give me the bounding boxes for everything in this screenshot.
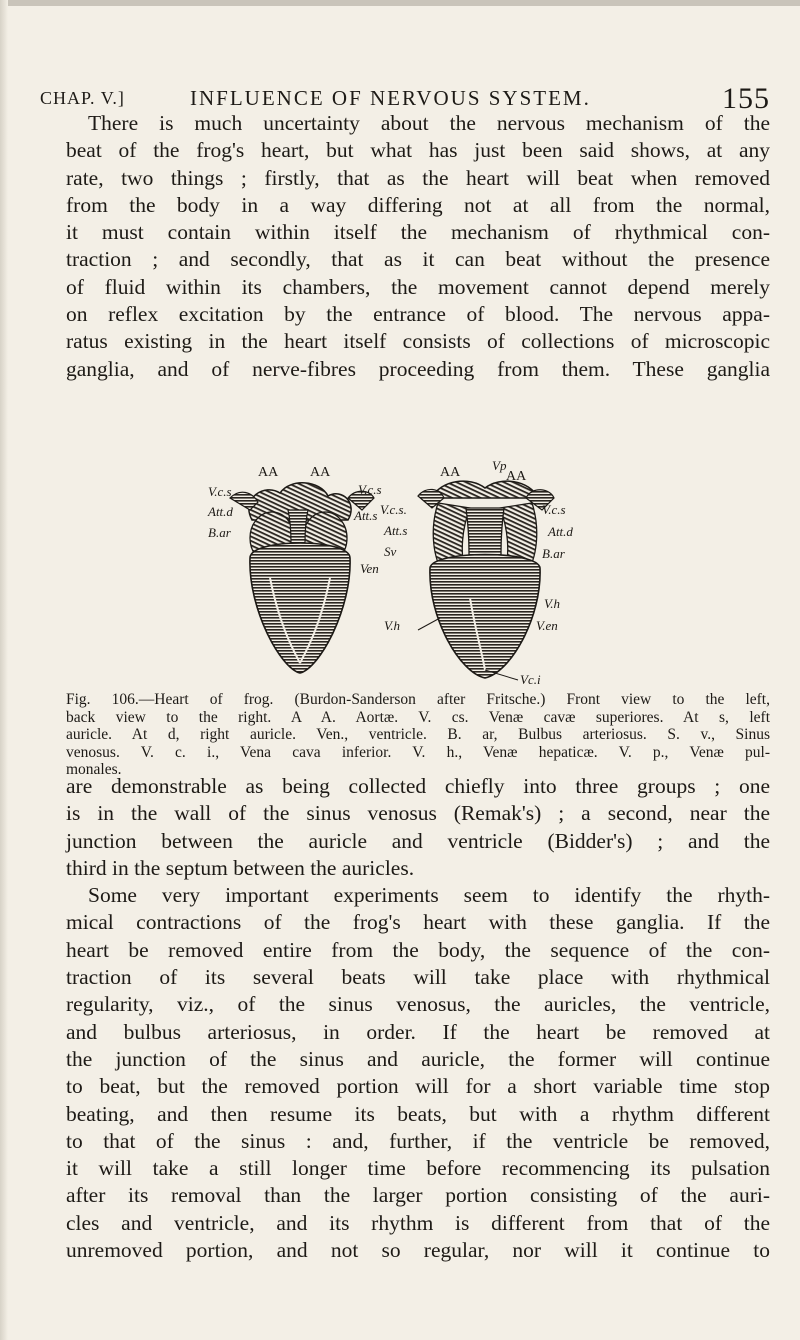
text-line: third in the septum between the auricles. <box>66 855 415 880</box>
caption-line: back view to the right. A A. Aortæ. V. cs. Venæ cavæ superiores. At s, left <box>66 708 770 726</box>
page-binding-edge <box>0 0 8 1340</box>
label-vp: Vp <box>492 458 507 473</box>
text-line: of fluid within its chambers, the movement cannot depend merely <box>66 274 770 299</box>
text-line: unremoved portion, and not so regular, nor will it continue to <box>66 1238 770 1263</box>
text-line: mical contractions of the frog's heart with these ganglia. If the <box>66 910 770 935</box>
label-att-d: Att.d <box>208 504 233 519</box>
caption-line: Fig. 106.—Heart of frog. (Burdon-Sanderson after Fritsche.) Front view to the left, <box>66 691 770 708</box>
label-vcs: V.c.s <box>358 482 382 497</box>
label-vh: V.h <box>384 618 401 633</box>
text-line: junction between the auricle and ventricle (Bidder's) ; and the <box>66 828 770 853</box>
text-line: to beat, but the removed portion will for a short variable time stop <box>66 1074 770 1099</box>
front-view-heart <box>230 483 374 673</box>
label-sv: Sv <box>384 544 397 559</box>
text-line: heart be removed entire from the body, the sequence of the con- <box>66 937 770 962</box>
page-top-edge <box>0 0 800 6</box>
text-line: from the body in a way differing not at all from the normal, <box>66 192 770 217</box>
label-vcs: V.c.s <box>208 484 232 499</box>
paragraph-1 <box>66 110 770 383</box>
text-line: rate, two things ; firstly, that as the heart will beat when removed <box>66 165 770 190</box>
label-v-en: V.en <box>536 618 558 633</box>
label-aa: AA <box>440 465 461 480</box>
text-line: it must contain within itself the mechanism of rhythmical con- <box>66 220 770 245</box>
text-line: is in the wall of the sinus venosus (Remak's) ; a second, near the <box>66 801 770 826</box>
page-number: 155 <box>722 82 770 115</box>
paragraph-2 <box>66 773 770 1264</box>
text-line: and bulbus arteriosus, in order. If the heart be removed at <box>66 1019 770 1044</box>
text-line: Some very important experiments seem to identify the rhyth- <box>88 883 770 908</box>
text-line: ganglia, and of nerve-fibres proceeding from them. These ganglia <box>66 356 770 381</box>
text-line: it will take a still longer time before recommencing its pulsation <box>66 1156 770 1181</box>
label-b-ar: B.ar <box>208 525 231 540</box>
text-line: on reflex excitation by the entrance of blood. The nervous appa- <box>66 302 770 327</box>
text-line: traction ; and secondly, that as it can beat without the presence <box>66 247 770 272</box>
label-ven: Ven <box>360 561 379 576</box>
text-line: ratus existing in the heart itself consists of collections of microscopic <box>66 329 770 354</box>
text-line: the junction of the sinus and auricle, the former will continue <box>66 1046 770 1071</box>
label-vcs: V.c.s <box>542 502 566 517</box>
text-line: There is much uncertainty about the nervous mechanism of the <box>88 111 770 135</box>
label-aa: AA <box>258 465 279 480</box>
label-aa: AA <box>310 465 331 480</box>
caption-line: venosus. V. c. i., Vena cava inferior. V. h., Venæ hepaticæ. V. p., Venæ pul- <box>66 743 770 761</box>
text-line: to that of the sinus : and, further, if the ventricle be removed, <box>66 1128 770 1153</box>
label-att-s: Att.s <box>354 508 378 523</box>
frog-heart-figure <box>170 458 630 690</box>
label-vcs: V.c.s. <box>380 502 407 517</box>
text-line: traction of its several beats will take place with rhythmical <box>66 965 770 990</box>
back-view-heart <box>418 481 554 680</box>
label-att-d: Att.d <box>548 524 573 539</box>
caption-line: monales. <box>66 761 122 778</box>
label-aa: AA <box>506 469 527 484</box>
text-line: are demonstrable as being collected chiefly into three groups ; one <box>66 774 770 798</box>
figure-caption <box>66 691 770 779</box>
text-line: after its removal than the larger portion consisting of the auri- <box>66 1183 770 1208</box>
caption-line: auricle. At d, right auricle. Ven., ventricle. B. ar, Bulbus arteriosus. S. v., Sinus <box>66 726 770 743</box>
text-line: beating, and then resume its beats, but with a rhythm different <box>66 1101 770 1126</box>
text-line: regularity, viz., of the sinus venosus, the auricles, the ventricle, <box>66 992 770 1017</box>
label-att-s: Att.s <box>384 523 408 538</box>
label-vci: Vc.i <box>520 672 541 687</box>
chapter-label: CHAP. V.] <box>40 88 125 108</box>
label-vh: V.h <box>544 596 561 611</box>
running-title: INFLUENCE OF NERVOUS SYSTEM. <box>190 86 591 110</box>
text-line: beat of the frog's heart, but what has just been said shows, at any <box>66 138 770 163</box>
label-b-ar: B.ar <box>542 546 565 561</box>
text-line: cles and ventricle, and its rhythm is different from that of the <box>66 1210 770 1235</box>
frog-heart-illustration <box>170 458 630 690</box>
